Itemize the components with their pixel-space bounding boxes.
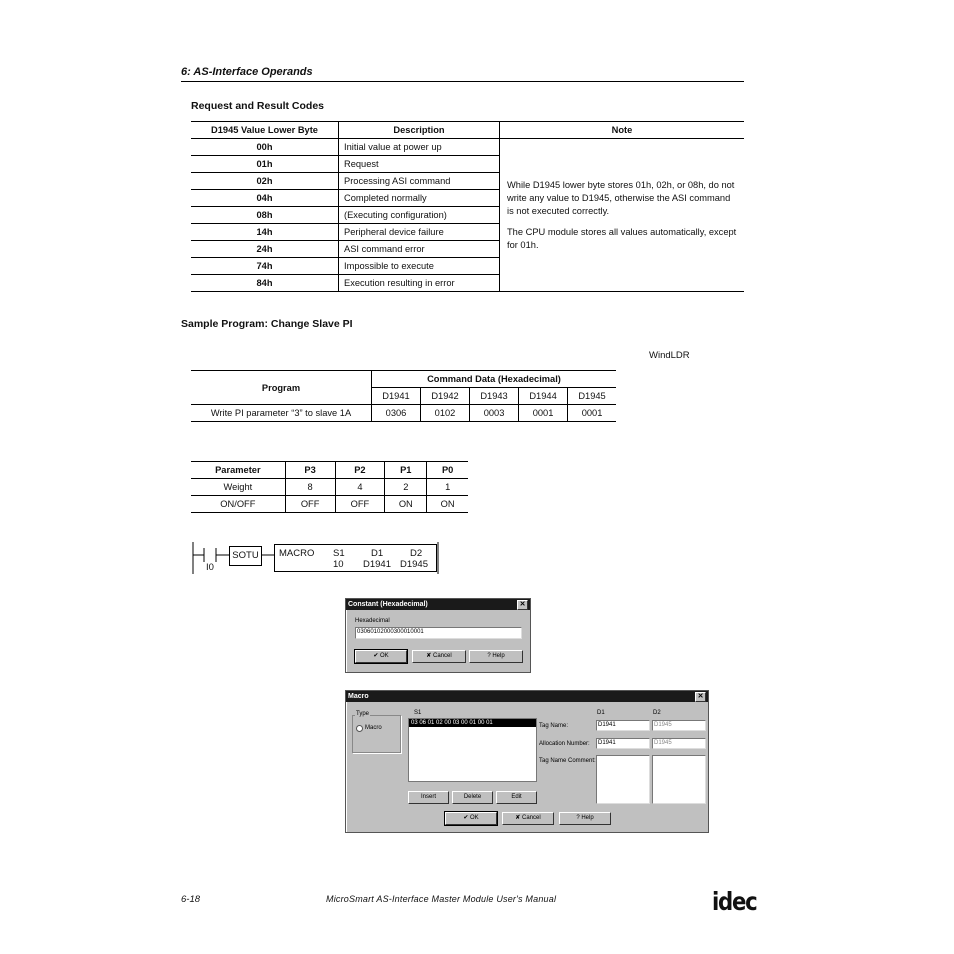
col-header-note: Note [500, 122, 745, 139]
close-icon[interactable]: ✕ [517, 600, 528, 610]
macro-radio-label: Macro [365, 725, 382, 731]
d1-allocation-input[interactable]: D1941 [596, 738, 650, 749]
windldr-label: WindLDR [649, 350, 690, 361]
allocation-number-label: Allocation Number: [539, 741, 590, 747]
col-header-parameter: Parameter [191, 462, 285, 479]
param-cell: 4 [335, 479, 385, 496]
help-button[interactable] [559, 812, 611, 825]
description-cell: Peripheral device failure [339, 224, 500, 241]
col-header-d1942: D1942 [421, 388, 470, 405]
col-header-command-data: Command Data (Hexadecimal) [372, 371, 617, 388]
s1-label: S1 [333, 548, 345, 559]
col-header-p2: P2 [335, 462, 385, 479]
value-cell: 0003 [470, 405, 519, 422]
dialog-title-bar [346, 599, 530, 610]
note-paragraph-1: While D1945 lower byte stores 01h, 02h, or 08h, do not write any value to D1945, otherwise the ASI command is not executed correctly. [507, 179, 735, 216]
d1-label: D1 [597, 710, 605, 716]
param-cell: 2 [385, 479, 427, 496]
table-row [191, 479, 468, 496]
d2-tag-input[interactable]: D1945 [652, 720, 706, 731]
code-cell: 84h [191, 275, 339, 292]
delete-button[interactable]: Delete [452, 791, 493, 804]
ok-label: OK [380, 653, 389, 659]
code-cell: 04h [191, 190, 339, 207]
constant-dialog [345, 598, 531, 673]
param-cell: 8 [285, 479, 335, 496]
description-cell: Initial value at power up [339, 139, 500, 156]
close-icon[interactable]: ✕ [695, 692, 706, 702]
d2-comment-input[interactable] [652, 755, 706, 804]
d1-tag-input[interactable]: D1941 [596, 720, 650, 731]
param-cell: 1 [427, 479, 468, 496]
code-cell: 00h [191, 139, 339, 156]
table-row [191, 405, 616, 422]
d1-comment-input[interactable] [596, 755, 650, 804]
table-header-row [191, 371, 616, 388]
idec-logo: idec [712, 887, 757, 916]
cancel-button[interactable] [502, 812, 554, 825]
description-cell: Request [339, 156, 500, 173]
code-cell: 24h [191, 241, 339, 258]
help-label: Help [492, 653, 505, 659]
macro-box [274, 544, 437, 572]
list-item[interactable]: 03 06 01 02 00 03 00 01 00 01 [409, 719, 536, 727]
description-cell: Processing ASI command [339, 173, 500, 190]
col-header-code: D1945 Value Lower Byte [191, 122, 339, 139]
program-description-cell: Write PI parameter “3” to slave 1A [191, 405, 372, 422]
cancel-label: Cancel [522, 815, 541, 821]
col-header-p0: P0 [427, 462, 468, 479]
ok-button[interactable] [445, 812, 497, 825]
s1-listbox[interactable] [408, 718, 537, 782]
code-cell: 02h [191, 173, 339, 190]
x-icon: ✘ [515, 815, 522, 821]
macro-radio[interactable] [356, 725, 363, 732]
code-cell: 74h [191, 258, 339, 275]
hex-input[interactable]: 03060102000300010001 [355, 627, 522, 639]
parameter-table [191, 461, 468, 513]
program-table [191, 370, 616, 422]
col-header-p1: P1 [385, 462, 427, 479]
table-header-row [191, 462, 468, 479]
table-header-row [191, 122, 744, 139]
description-cell: ASI command error [339, 241, 500, 258]
section-title-sample-program: Sample Program: Change Slave PI [181, 318, 353, 330]
table-row [191, 139, 744, 156]
cancel-label: Cancel [433, 653, 452, 659]
check-icon: ✔ [463, 815, 471, 821]
macro-label: MACRO [279, 548, 315, 559]
section-title-result-codes: Request and Result Codes [191, 100, 325, 112]
help-icon: ? [576, 815, 582, 821]
s1-label: S1 [414, 710, 422, 716]
type-groupbox [352, 715, 401, 753]
note-paragraph-2: The CPU module stores all values automatically, except for 01h. [507, 226, 737, 250]
value-cell: 0306 [372, 405, 421, 422]
col-header-d1941: D1941 [372, 388, 421, 405]
help-icon: ? [487, 653, 493, 659]
s1-value: 10 [333, 559, 344, 570]
table-row [191, 496, 468, 513]
description-cell: Execution resulting in error [339, 275, 500, 292]
param-cell: OFF [285, 496, 335, 513]
cancel-button[interactable] [412, 650, 466, 663]
macro-dialog [345, 690, 709, 833]
page-number: 6-18 [181, 894, 201, 905]
param-cell: ON [427, 496, 468, 513]
col-header-d1945: D1945 [568, 388, 616, 405]
edit-button[interactable]: Edit [496, 791, 537, 804]
result-codes-table [191, 121, 744, 292]
page-header: 6: AS-Interface Operands [181, 66, 313, 78]
d2-label: D2 [410, 548, 423, 559]
d2-value: D1945 [400, 559, 428, 570]
contact-label: I0 [206, 562, 214, 573]
help-button[interactable] [469, 650, 523, 663]
sotu-box: SOTU [229, 546, 262, 566]
value-cell: 0102 [421, 405, 470, 422]
param-cell: ON/OFF [191, 496, 285, 513]
ok-button[interactable] [355, 650, 407, 663]
col-header-p3: P3 [285, 462, 335, 479]
col-header-description: Description [339, 122, 500, 139]
dialog-title: Macro [348, 693, 369, 700]
help-label: Help [581, 815, 594, 821]
description-cell: Completed normally [339, 190, 500, 207]
col-header-d1944: D1944 [519, 388, 568, 405]
d2-label: D2 [653, 710, 661, 716]
x-icon: ✘ [426, 653, 433, 659]
code-cell: 01h [191, 156, 339, 173]
tag-name-comment-label: Tag Name Comment: [539, 758, 596, 764]
param-cell: OFF [335, 496, 385, 513]
header-rule [181, 81, 744, 82]
dialog-title: Constant (Hexadecimal) [348, 601, 428, 608]
check-icon: ✔ [373, 653, 381, 659]
note-cell [500, 139, 745, 292]
ladder-diagram [190, 540, 450, 580]
param-cell: ON [385, 496, 427, 513]
description-cell: (Executing configuration) [339, 207, 500, 224]
description-cell: Impossible to execute [339, 258, 500, 275]
code-cell: 08h [191, 207, 339, 224]
dialog-title-bar [346, 691, 708, 702]
value-cell: 0001 [568, 405, 616, 422]
tag-name-label: Tag Name: [539, 723, 569, 729]
value-cell: 0001 [519, 405, 568, 422]
d2-allocation-input[interactable]: D1945 [652, 738, 706, 749]
d1-label: D1 [371, 548, 384, 559]
hex-field-label: Hexadecimal [355, 618, 390, 624]
col-header-program: Program [191, 371, 372, 405]
insert-button[interactable]: Insert [408, 791, 449, 804]
col-header-d1943: D1943 [470, 388, 519, 405]
d1-value: D1941 [363, 559, 391, 570]
type-label: Type [356, 711, 370, 717]
code-cell: 14h [191, 224, 339, 241]
manual-title: MicroSmart AS-Interface Master Module User's Manual [326, 894, 557, 904]
ok-label: OK [470, 815, 479, 821]
param-cell: Weight [191, 479, 285, 496]
